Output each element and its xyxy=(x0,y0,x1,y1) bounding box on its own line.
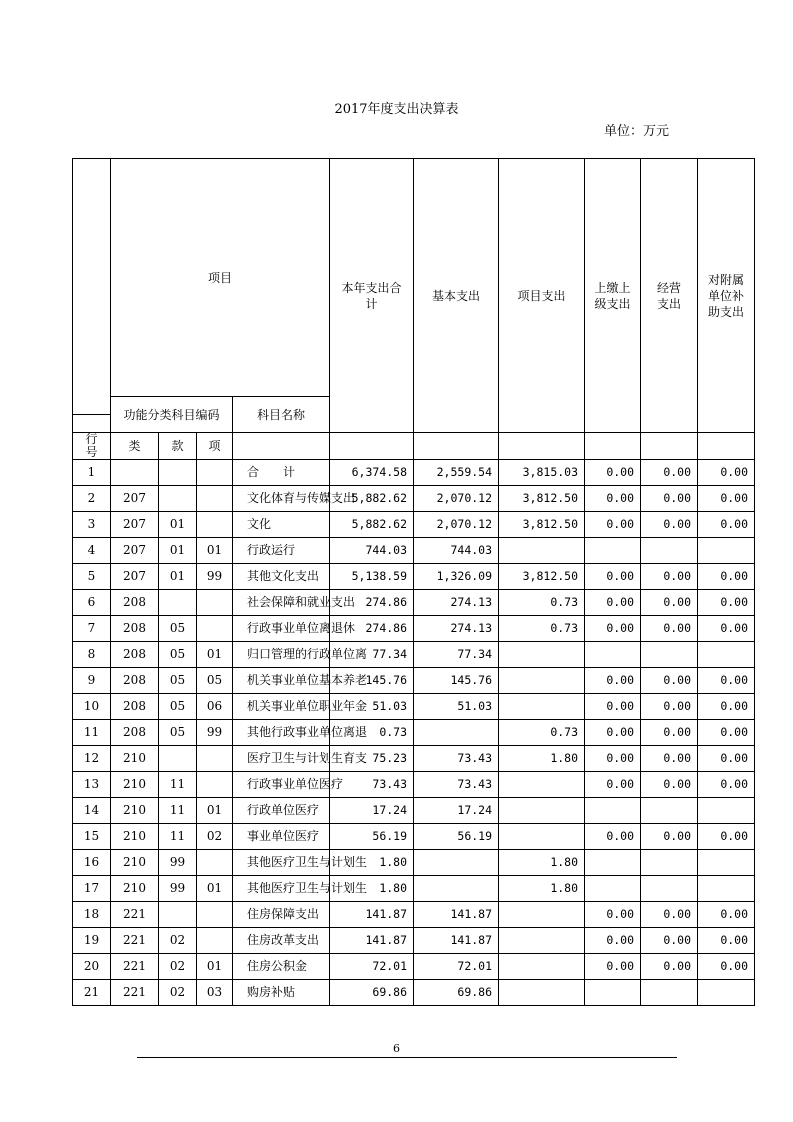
table-row xyxy=(73,850,755,876)
cell-name: 行政事业单位医疗 xyxy=(233,772,330,798)
cell-xiang: 01 xyxy=(197,876,233,902)
expenditure-table xyxy=(72,158,755,1006)
cell-business xyxy=(641,980,698,1006)
cell-project: 1.80 xyxy=(499,850,585,876)
cell-name: 其他行政事业单位离退 xyxy=(233,720,330,746)
cell-kuan xyxy=(159,460,197,486)
cell-upper: 0.00 xyxy=(585,486,641,512)
cell-lei: 207 xyxy=(111,512,159,538)
cell-basic: 141.87 xyxy=(414,902,499,928)
cell-basic: 2,070.12 xyxy=(414,512,499,538)
table-row xyxy=(73,590,755,616)
table-row xyxy=(73,512,755,538)
table-row xyxy=(73,668,755,694)
table-row xyxy=(73,772,755,798)
cell-business: 0.00 xyxy=(641,694,698,720)
cell-lei: 221 xyxy=(111,954,159,980)
cell-lei: 210 xyxy=(111,824,159,850)
cell-xiang xyxy=(197,850,233,876)
cell-name: 行政单位医疗 xyxy=(233,798,330,824)
cell-project xyxy=(499,902,585,928)
cell-basic: 1,326.09 xyxy=(414,564,499,590)
cell-kuan: 05 xyxy=(159,642,197,668)
cell-no: 17 xyxy=(73,876,111,902)
cell-basic: 2,070.12 xyxy=(414,486,499,512)
cell-kuan xyxy=(159,746,197,772)
cell-subsidy: 0.00 xyxy=(698,668,755,694)
cell-name: 归口管理的行政单位离 xyxy=(233,642,330,668)
cell-total: 6,374.58 xyxy=(330,460,414,486)
cell-xiang: 06 xyxy=(197,694,233,720)
cell-name: 住房公积金 xyxy=(233,954,330,980)
cell-subsidy: 0.00 xyxy=(698,590,755,616)
cell-total: 5,882.62 xyxy=(330,486,414,512)
table-row xyxy=(73,980,755,1006)
cell-no: 3 xyxy=(73,512,111,538)
cell-no: 18 xyxy=(73,902,111,928)
cell-basic: 17.24 xyxy=(414,798,499,824)
table-row xyxy=(73,902,755,928)
cell-total: 69.86 xyxy=(330,980,414,1006)
cell-upper: 0.00 xyxy=(585,512,641,538)
empty-cell xyxy=(414,433,499,460)
cell-xiang: 01 xyxy=(197,642,233,668)
cell-xiang xyxy=(197,928,233,954)
cell-business: 0.00 xyxy=(641,928,698,954)
empty-cell xyxy=(698,433,755,460)
cell-xiang xyxy=(197,486,233,512)
cell-no: 13 xyxy=(73,772,111,798)
cell-subsidy: 0.00 xyxy=(698,902,755,928)
cell-xiang: 99 xyxy=(197,720,233,746)
cell-name: 合 计 xyxy=(233,460,330,486)
cell-business: 0.00 xyxy=(641,512,698,538)
cell-lei: 208 xyxy=(111,590,159,616)
cell-name: 机关事业单位基本养老 xyxy=(233,668,330,694)
cell-total: 1.80 xyxy=(330,876,414,902)
cell-business xyxy=(641,642,698,668)
empty-cell xyxy=(641,433,698,460)
empty-cell xyxy=(585,433,641,460)
cell-no: 1 xyxy=(73,460,111,486)
cell-subsidy xyxy=(698,876,755,902)
cell-name: 行政事业单位离退休 xyxy=(233,616,330,642)
cell-upper: 0.00 xyxy=(585,694,641,720)
cell-subsidy xyxy=(698,850,755,876)
cell-kuan: 05 xyxy=(159,694,197,720)
cell-project xyxy=(499,642,585,668)
cell-business: 0.00 xyxy=(641,668,698,694)
cell-xiang: 01 xyxy=(197,798,233,824)
header-subject-name: 科目名称 xyxy=(233,397,330,433)
cell-project xyxy=(499,798,585,824)
cell-kuan: 01 xyxy=(159,564,197,590)
cell-upper: 0.00 xyxy=(585,564,641,590)
cell-business: 0.00 xyxy=(641,772,698,798)
cell-no: 11 xyxy=(73,720,111,746)
cell-kuan: 02 xyxy=(159,954,197,980)
cell-business xyxy=(641,876,698,902)
corner-cell xyxy=(73,159,111,415)
cell-project: 1.80 xyxy=(499,746,585,772)
cell-no: 4 xyxy=(73,538,111,564)
cell-xiang xyxy=(197,772,233,798)
cell-subsidy: 0.00 xyxy=(698,720,755,746)
cell-subsidy xyxy=(698,798,755,824)
cell-basic: 744.03 xyxy=(414,538,499,564)
cell-upper xyxy=(585,642,641,668)
cell-xiang xyxy=(197,512,233,538)
cell-project: 1.80 xyxy=(499,876,585,902)
cell-no: 12 xyxy=(73,746,111,772)
cell-project xyxy=(499,772,585,798)
cell-subsidy xyxy=(698,642,755,668)
cell-subsidy: 0.00 xyxy=(698,746,755,772)
cell-project: 0.73 xyxy=(499,616,585,642)
cell-total: 274.86 xyxy=(330,590,414,616)
cell-total: 51.03 xyxy=(330,694,414,720)
cell-no: 19 xyxy=(73,928,111,954)
cell-xiang: 99 xyxy=(197,564,233,590)
cell-upper xyxy=(585,538,641,564)
cell-name: 住房保障支出 xyxy=(233,902,330,928)
cell-subsidy: 0.00 xyxy=(698,824,755,850)
cell-project: 0.73 xyxy=(499,590,585,616)
cell-name: 事业单位医疗 xyxy=(233,824,330,850)
cell-project xyxy=(499,668,585,694)
cell-upper: 0.00 xyxy=(585,772,641,798)
header-item: 项目 xyxy=(111,159,330,397)
cell-xiang xyxy=(197,902,233,928)
empty-cell xyxy=(499,433,585,460)
cell-kuan xyxy=(159,486,197,512)
cell-upper: 0.00 xyxy=(585,668,641,694)
cell-basic: 274.13 xyxy=(414,590,499,616)
cell-project xyxy=(499,694,585,720)
cell-lei: 208 xyxy=(111,616,159,642)
cell-total: 744.03 xyxy=(330,538,414,564)
cell-subsidy: 0.00 xyxy=(698,512,755,538)
cell-basic: 141.87 xyxy=(414,928,499,954)
cell-business: 0.00 xyxy=(641,954,698,980)
cell-basic: 51.03 xyxy=(414,694,499,720)
cell-project xyxy=(499,928,585,954)
table-row xyxy=(73,538,755,564)
cell-no: 15 xyxy=(73,824,111,850)
cell-xiang xyxy=(197,460,233,486)
cell-no: 8 xyxy=(73,642,111,668)
cell-upper: 0.00 xyxy=(585,616,641,642)
cell-basic: 56.19 xyxy=(414,824,499,850)
cell-total: 0.73 xyxy=(330,720,414,746)
cell-total: 145.76 xyxy=(330,668,414,694)
table-row xyxy=(73,928,755,954)
cell-lei: 210 xyxy=(111,798,159,824)
empty-cell xyxy=(233,433,330,460)
cell-project: 3,815.03 xyxy=(499,460,585,486)
header-xiang: 项 xyxy=(197,433,233,460)
cell-basic: 73.43 xyxy=(414,746,499,772)
cell-kuan: 02 xyxy=(159,980,197,1006)
cell-upper: 0.00 xyxy=(585,746,641,772)
cell-project xyxy=(499,954,585,980)
cell-total: 17.24 xyxy=(330,798,414,824)
header-business: 经营支出 xyxy=(641,159,698,433)
cell-kuan: 02 xyxy=(159,928,197,954)
cell-xiang xyxy=(197,590,233,616)
table-row xyxy=(73,824,755,850)
cell-total: 72.01 xyxy=(330,954,414,980)
header-basic: 基本支出 xyxy=(414,159,499,433)
cell-upper: 0.00 xyxy=(585,928,641,954)
cell-upper: 0.00 xyxy=(585,720,641,746)
cell-business: 0.00 xyxy=(641,824,698,850)
cell-no: 6 xyxy=(73,590,111,616)
table-row xyxy=(73,642,755,668)
cell-project: 3,812.50 xyxy=(499,564,585,590)
cell-basic xyxy=(414,850,499,876)
cell-upper: 0.00 xyxy=(585,954,641,980)
cell-no: 10 xyxy=(73,694,111,720)
table-row xyxy=(73,460,755,486)
cell-total: 5,138.59 xyxy=(330,564,414,590)
cell-name: 文化 xyxy=(233,512,330,538)
cell-business xyxy=(641,850,698,876)
cell-lei: 221 xyxy=(111,980,159,1006)
cell-xiang: 01 xyxy=(197,954,233,980)
cell-lei: 210 xyxy=(111,850,159,876)
spacer-cell xyxy=(73,415,111,433)
cell-business: 0.00 xyxy=(641,590,698,616)
cell-name: 医疗卫生与计划生育支 xyxy=(233,746,330,772)
cell-project: 3,812.50 xyxy=(499,512,585,538)
cell-kuan: 11 xyxy=(159,798,197,824)
cell-basic: 77.34 xyxy=(414,642,499,668)
table-row xyxy=(73,616,755,642)
table-row xyxy=(73,798,755,824)
cell-total: 274.86 xyxy=(330,616,414,642)
header-func-code: 功能分类科目编码 xyxy=(111,397,233,433)
cell-upper: 0.00 xyxy=(585,824,641,850)
cell-no: 5 xyxy=(73,564,111,590)
cell-kuan xyxy=(159,902,197,928)
cell-subsidy xyxy=(698,538,755,564)
cell-subsidy xyxy=(698,980,755,1006)
cell-lei xyxy=(111,460,159,486)
cell-subsidy: 0.00 xyxy=(698,616,755,642)
cell-basic: 274.13 xyxy=(414,616,499,642)
cell-basic: 145.76 xyxy=(414,668,499,694)
cell-lei: 207 xyxy=(111,486,159,512)
header-lei: 类 xyxy=(111,433,159,460)
cell-subsidy: 0.00 xyxy=(698,564,755,590)
cell-basic: 72.01 xyxy=(414,954,499,980)
cell-lei: 208 xyxy=(111,720,159,746)
header-project: 项目支出 xyxy=(499,159,585,433)
cell-total: 56.19 xyxy=(330,824,414,850)
cell-subsidy: 0.00 xyxy=(698,694,755,720)
cell-upper: 0.00 xyxy=(585,460,641,486)
cell-basic: 73.43 xyxy=(414,772,499,798)
cell-subsidy: 0.00 xyxy=(698,954,755,980)
cell-xiang: 02 xyxy=(197,824,233,850)
cell-name: 住房改革支出 xyxy=(233,928,330,954)
cell-project: 3,812.50 xyxy=(499,486,585,512)
table-row xyxy=(73,876,755,902)
cell-subsidy: 0.00 xyxy=(698,460,755,486)
cell-kuan: 11 xyxy=(159,824,197,850)
cell-name: 其他文化支出 xyxy=(233,564,330,590)
cell-no: 14 xyxy=(73,798,111,824)
cell-name: 文化体育与传媒支出 xyxy=(233,486,330,512)
cell-project: 0.73 xyxy=(499,720,585,746)
cell-no: 16 xyxy=(73,850,111,876)
cell-xiang: 05 xyxy=(197,668,233,694)
cell-business: 0.00 xyxy=(641,564,698,590)
cell-basic xyxy=(414,876,499,902)
cell-total: 141.87 xyxy=(330,902,414,928)
cell-business: 0.00 xyxy=(641,460,698,486)
cell-no: 20 xyxy=(73,954,111,980)
cell-name: 其他医疗卫生与计划生 xyxy=(233,850,330,876)
cell-total: 1.80 xyxy=(330,850,414,876)
cell-lei: 210 xyxy=(111,746,159,772)
empty-cell xyxy=(330,433,414,460)
cell-lei: 207 xyxy=(111,564,159,590)
cell-subsidy: 0.00 xyxy=(698,772,755,798)
cell-kuan: 99 xyxy=(159,850,197,876)
cell-no: 7 xyxy=(73,616,111,642)
cell-no: 2 xyxy=(73,486,111,512)
header-total: 本年支出合计 xyxy=(330,159,414,433)
header-row-no: 行号 xyxy=(73,433,111,460)
cell-basic: 69.86 xyxy=(414,980,499,1006)
cell-kuan: 01 xyxy=(159,512,197,538)
cell-lei: 208 xyxy=(111,668,159,694)
cell-subsidy: 0.00 xyxy=(698,928,755,954)
cell-upper xyxy=(585,798,641,824)
cell-no: 9 xyxy=(73,668,111,694)
table-row xyxy=(73,564,755,590)
table-row xyxy=(73,746,755,772)
cell-lei: 210 xyxy=(111,772,159,798)
cell-kuan xyxy=(159,590,197,616)
cell-xiang xyxy=(197,746,233,772)
cell-lei: 207 xyxy=(111,538,159,564)
cell-kuan: 05 xyxy=(159,720,197,746)
cell-kuan: 11 xyxy=(159,772,197,798)
cell-kuan: 01 xyxy=(159,538,197,564)
table-row xyxy=(73,720,755,746)
cell-business: 0.00 xyxy=(641,902,698,928)
cell-business: 0.00 xyxy=(641,720,698,746)
cell-name: 其他医疗卫生与计划生 xyxy=(233,876,330,902)
cell-lei: 221 xyxy=(111,928,159,954)
cell-total: 77.34 xyxy=(330,642,414,668)
page-number: 6 xyxy=(393,1042,400,1055)
cell-xiang: 01 xyxy=(197,538,233,564)
cell-lei: 210 xyxy=(111,876,159,902)
cell-total: 5,882.62 xyxy=(330,512,414,538)
cell-name: 机关事业单位职业年金 xyxy=(233,694,330,720)
header-subsidy: 对附属单位补助支出 xyxy=(698,159,755,433)
cell-name: 购房补贴 xyxy=(233,980,330,1006)
cell-business xyxy=(641,798,698,824)
cell-upper: 0.00 xyxy=(585,590,641,616)
cell-project xyxy=(499,980,585,1006)
cell-upper xyxy=(585,876,641,902)
cell-lei: 208 xyxy=(111,694,159,720)
header-kuan: 款 xyxy=(159,433,197,460)
table-row xyxy=(73,954,755,980)
page-title: 2017年度支出决算表 xyxy=(334,102,459,117)
cell-upper xyxy=(585,850,641,876)
table-row xyxy=(73,694,755,720)
cell-business: 0.00 xyxy=(641,616,698,642)
header-upper: 上缴上级支出 xyxy=(585,159,641,433)
cell-business: 0.00 xyxy=(641,486,698,512)
cell-project xyxy=(499,538,585,564)
unit-label: 单位：万元 xyxy=(604,124,670,139)
cell-business xyxy=(641,538,698,564)
cell-basic: 2,559.54 xyxy=(414,460,499,486)
cell-kuan: 05 xyxy=(159,616,197,642)
cell-kuan: 99 xyxy=(159,876,197,902)
cell-xiang: 03 xyxy=(197,980,233,1006)
cell-upper: 0.00 xyxy=(585,902,641,928)
cell-project xyxy=(499,824,585,850)
cell-lei: 221 xyxy=(111,902,159,928)
cell-name: 社会保障和就业支出 xyxy=(233,590,330,616)
cell-business: 0.00 xyxy=(641,746,698,772)
cell-kuan: 05 xyxy=(159,668,197,694)
table-row xyxy=(73,486,755,512)
cell-name: 行政运行 xyxy=(233,538,330,564)
cell-lei: 208 xyxy=(111,642,159,668)
cell-basic xyxy=(414,720,499,746)
cell-total: 141.87 xyxy=(330,928,414,954)
footer-divider xyxy=(137,1057,677,1058)
cell-subsidy: 0.00 xyxy=(698,486,755,512)
cell-total: 75.23 xyxy=(330,746,414,772)
cell-xiang xyxy=(197,616,233,642)
cell-no: 21 xyxy=(73,980,111,1006)
cell-upper xyxy=(585,980,641,1006)
cell-total: 73.43 xyxy=(330,772,414,798)
